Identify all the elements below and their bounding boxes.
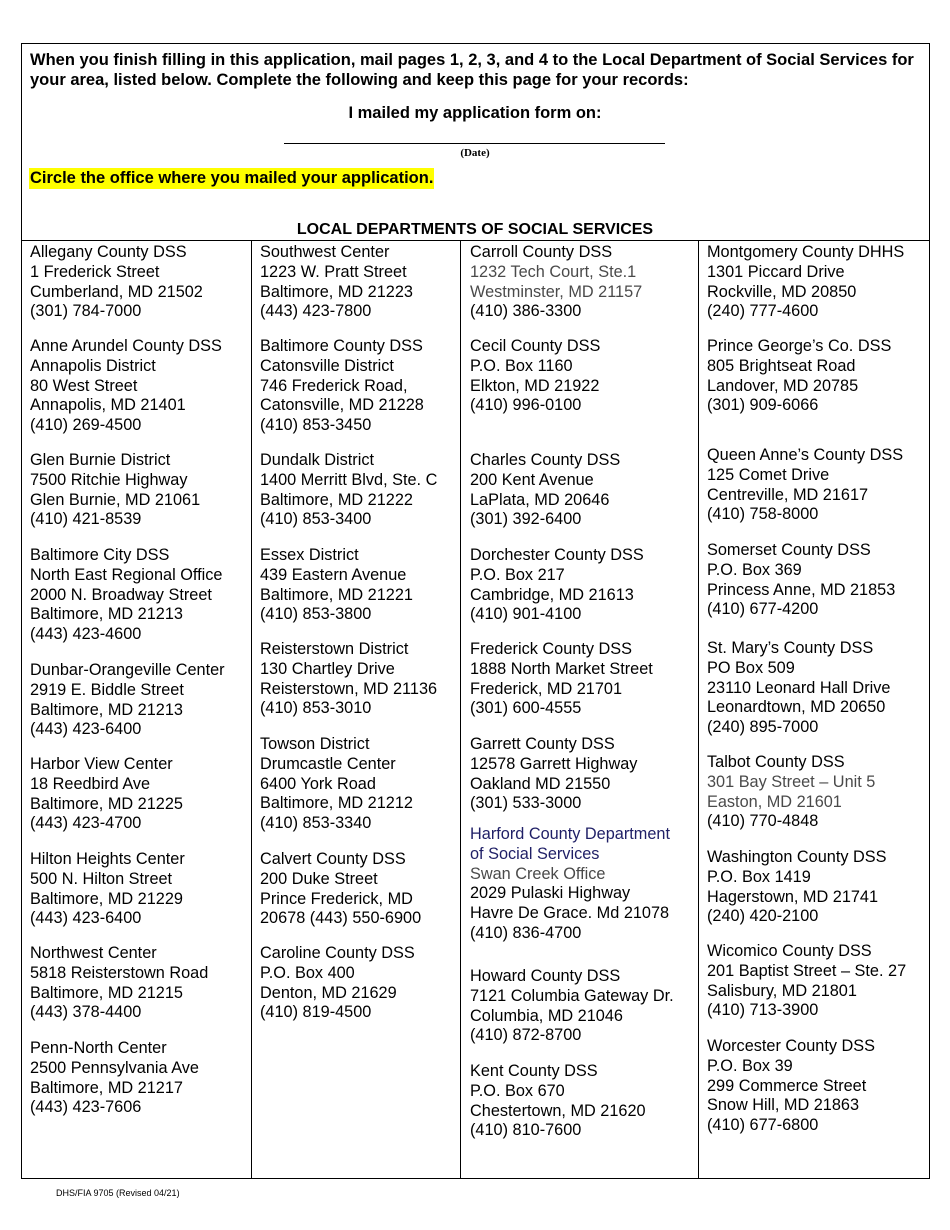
office-entry[interactable] (260, 735, 413, 834)
office-address-line: 1400 Merritt Blvd, Ste. C (260, 470, 438, 489)
office-name: Somerset County DSS (707, 541, 871, 559)
office-entry[interactable] (707, 848, 886, 927)
circle-office-instruction: Circle the office where you mailed your application. (30, 169, 434, 187)
office-entry[interactable] (30, 337, 222, 436)
office-address-line: (443) 423-4700 (30, 814, 142, 833)
office-entry[interactable] (707, 337, 891, 416)
office-address-line: PO Box 509 (707, 658, 795, 677)
office-address-line: P.O. Box 400 (260, 963, 355, 982)
office-address-line: Catonsville District (260, 356, 394, 375)
office-address-line: (301) 392-6400 (470, 510, 582, 529)
office-entry[interactable] (707, 1037, 875, 1136)
office-name: Glen Burnie District (30, 451, 171, 469)
office-entry[interactable] (260, 243, 413, 322)
office-address-line: 2029 Pulaski Highway (470, 884, 631, 903)
office-entry[interactable] (707, 446, 903, 525)
office-entry[interactable] (260, 850, 421, 929)
office-address-line: 5818 Reisterstown Road (30, 963, 209, 982)
office-name: Dunbar-Orangeville Center (30, 661, 225, 679)
office-address-line: Hagerstown, MD 21741 (707, 887, 879, 906)
office-address-line: Oakland MD 21550 (470, 774, 611, 793)
office-address-line: Baltimore, MD 21223 (260, 282, 413, 301)
office-address-line: Leonardtown, MD 20650 (707, 698, 886, 717)
office-name: Southwest Center (260, 243, 390, 261)
office-address-line: 201 Baptist Street – Ste. 27 (707, 961, 907, 980)
office-address-line: 439 Eastern Avenue (260, 565, 407, 584)
office-address-line: Baltimore, MD 21221 (260, 585, 413, 604)
office-name: Caroline County DSS (260, 944, 415, 962)
office-address-line: (301) 600-4555 (470, 699, 582, 718)
office-entry[interactable] (30, 944, 208, 1023)
office-address-line: Landover, MD 20785 (707, 376, 859, 395)
office-address-line: (443) 423-4600 (30, 625, 142, 644)
table-top-border (21, 240, 930, 241)
office-address-line: P.O. Box 217 (470, 565, 565, 584)
office-address-line: Easton, MD 21601 (707, 792, 842, 811)
office-address-line: P.O. Box 1160 (470, 356, 573, 375)
office-address-line: P.O. Box 39 (707, 1056, 793, 1075)
office-address-line: Drumcastle Center (260, 754, 396, 773)
office-address-line: Annapolis, MD 21401 (30, 396, 186, 415)
office-address-line: 746 Frederick Road, (260, 376, 408, 395)
office-address-line: 2919 E. Biddle Street (30, 680, 184, 699)
office-address-line: (240) 777-4600 (707, 302, 819, 321)
office-name: Dundalk District (260, 451, 375, 469)
office-address-line: Cambridge, MD 21613 (470, 585, 634, 604)
office-name: Washington County DSS (707, 848, 887, 866)
office-address-line: of Social Services (470, 844, 600, 863)
office-address-line: Snow Hill, MD 21863 (707, 1096, 860, 1115)
office-address-line: Catonsville, MD 21228 (260, 396, 424, 415)
office-name: Garrett County DSS (470, 735, 615, 753)
office-address-line: (410) 996-0100 (470, 396, 582, 415)
office-address-line: Prince Frederick, MD (260, 889, 413, 908)
office-address-line: Elkton, MD 21922 (470, 376, 600, 395)
office-address-line: Salisbury, MD 21801 (707, 981, 857, 1000)
office-name: Harbor View Center (30, 755, 173, 773)
office-address-line: 125 Comet Drive (707, 465, 830, 484)
office-address-line: 1223 W. Pratt Street (260, 262, 407, 281)
office-address-line: Frederick, MD 21701 (470, 679, 623, 698)
office-name: Frederick County DSS (470, 640, 632, 658)
office-name: Essex District (260, 546, 359, 564)
office-address-line: (410) 677-4200 (707, 600, 819, 619)
office-address-line: Havre De Grace. Md 21078 (470, 904, 670, 923)
office-address-line: Denton, MD 21629 (260, 983, 397, 1002)
section-heading: LOCAL DEPARTMENTS OF SOCIAL SERVICES (296, 221, 654, 238)
office-address-line: P.O. Box 670 (470, 1081, 565, 1100)
office-address-line: P.O. Box 369 (707, 560, 802, 579)
office-entry[interactable] (30, 243, 203, 322)
office-address-line: Rockville, MD 20850 (707, 282, 857, 301)
office-name: Charles County DSS (470, 451, 621, 469)
office-name: Montgomery County DHHS (707, 243, 905, 261)
office-address-line: Baltimore, MD 21229 (30, 889, 183, 908)
office-address-line: LaPlata, MD 20646 (470, 490, 610, 509)
office-name: Dorchester County DSS (470, 546, 644, 564)
office-entry[interactable] (707, 942, 906, 1021)
office-address-line: Baltimore, MD 21212 (260, 794, 413, 813)
office-name: Northwest Center (30, 944, 157, 962)
office-name: Hilton Heights Center (30, 850, 185, 868)
office-name: Worcester County DSS (707, 1037, 875, 1055)
intro-instructions: When you finish filling in this application, mail pages 1, 2, 3, and 4 to the Local Department of Social Services for your area, listed below. Complete the following and keep this page for your records: (30, 51, 914, 89)
office-entry[interactable] (260, 640, 437, 719)
office-address-line: (410) 770-4848 (707, 812, 819, 831)
office-address-line: Princess Anne, MD 21853 (707, 580, 896, 599)
office-name: Allegany County DSS (30, 243, 187, 261)
office-entry[interactable] (30, 1039, 199, 1118)
office-address-line: 130 Chartley Drive (260, 659, 395, 678)
office-address-line: 12578 Garrett Highway (470, 754, 638, 773)
office-address-line: (410) 269-4500 (30, 416, 142, 435)
office-entry[interactable] (470, 735, 637, 814)
date-signature-line[interactable] (284, 143, 665, 144)
office-name: Anne Arundel County DSS (30, 337, 222, 355)
office-address-line: 80 West Street (30, 376, 138, 395)
office-name: Calvert County DSS (260, 850, 406, 868)
office-entry[interactable] (260, 451, 437, 530)
office-address-line: (301) 533-3000 (470, 794, 582, 813)
office-address-line: Baltimore, MD 21225 (30, 794, 183, 813)
office-address-line: 23110 Leonard Hall Drive (707, 678, 891, 697)
office-name: Baltimore County DSS (260, 337, 423, 355)
office-address-line: (410) 677-6800 (707, 1116, 819, 1135)
office-entry[interactable] (470, 337, 600, 416)
office-entry[interactable] (470, 243, 642, 322)
office-address-line: Chestertown, MD 21620 (470, 1101, 646, 1120)
office-entry[interactable] (707, 639, 890, 738)
office-address-line: (410) 810-7600 (470, 1121, 582, 1140)
office-address-line: P.O. Box 1419 (707, 867, 811, 886)
office-address-line: 1301 Piccard Drive (707, 262, 845, 281)
office-entry[interactable] (470, 1062, 646, 1141)
office-name: St. Mary’s County DSS (707, 639, 874, 657)
office-address-line: 200 Duke Street (260, 869, 378, 888)
office-name: Cecil County DSS (470, 337, 601, 355)
office-entry[interactable] (470, 967, 674, 1046)
office-entry[interactable] (30, 755, 183, 834)
office-address-line: (410) 836-4700 (470, 923, 582, 942)
column-divider (460, 240, 461, 1179)
office-address-line: (410) 853-3010 (260, 699, 372, 718)
office-address-line: Reisterstown, MD 21136 (260, 679, 438, 698)
office-address-line: 2000 N. Broadway Street (30, 585, 212, 604)
office-entry[interactable] (707, 243, 904, 322)
office-name: Reisterstown District (260, 640, 409, 658)
office-address-line: Baltimore, MD 21217 (30, 1078, 183, 1097)
column-divider (251, 240, 252, 1179)
office-address-line: (410) 819-4500 (260, 1003, 372, 1022)
office-address-line: (410) 901-4100 (470, 605, 582, 624)
office-entry[interactable] (30, 850, 185, 929)
office-address-line: (410) 853-3340 (260, 814, 372, 833)
office-address-line: 6400 York Road (260, 774, 376, 793)
office-address-line: (301) 784-7000 (30, 302, 142, 321)
office-address-line: Glen Burnie, MD 21061 (30, 490, 201, 509)
mailed-on-label: I mailed my application form on: (348, 104, 602, 122)
office-address-line: 1232 Tech Court, Ste.1 (470, 262, 637, 281)
form-number: DHS/FIA 9705 (Revised 04/21) (56, 1188, 180, 1198)
office-entry[interactable] (260, 944, 415, 1023)
office-entry[interactable] (260, 546, 413, 625)
office-address-line: 2500 Pennsylvania Ave (30, 1058, 199, 1077)
office-address-line: Cumberland, MD 21502 (30, 282, 203, 301)
office-address-line: (443) 378-4400 (30, 1003, 142, 1022)
office-address-line: (410) 853-3450 (260, 416, 372, 435)
office-name: Howard County DSS (470, 967, 621, 985)
office-address-line: Swan Creek Office (470, 864, 606, 883)
office-address-line: (443) 423-6400 (30, 909, 142, 928)
office-address-line: (443) 423-6400 (30, 720, 142, 739)
office-address-line: Baltimore, MD 21213 (30, 605, 183, 624)
office-address-line: (443) 423-7800 (260, 302, 372, 321)
office-entry[interactable] (470, 825, 670, 944)
office-address-line: (410) 853-3800 (260, 605, 372, 624)
office-address-line: Westminster, MD 21157 (470, 282, 643, 301)
office-address-line: 299 Commerce Street (707, 1076, 867, 1095)
office-address-line: 7500 Ritchie Highway (30, 470, 188, 489)
office-name: Harford County Department (470, 825, 670, 843)
office-entry[interactable] (30, 661, 225, 740)
office-address-line: (410) 421-8539 (30, 510, 142, 529)
office-address-line: 200 Kent Avenue (470, 470, 594, 489)
office-address-line: 18 Reedbird Ave (30, 774, 151, 793)
office-name: Talbot County DSS (707, 753, 845, 771)
office-name: Queen Anne’s County DSS (707, 446, 904, 464)
office-name: Towson District (260, 735, 370, 753)
office-address-line: 20678 (443) 550-6900 (260, 909, 422, 928)
office-address-line: (443) 423-7606 (30, 1098, 142, 1117)
office-name: Baltimore City DSS (30, 546, 170, 564)
office-name: Prince George’s Co. DSS (707, 337, 892, 355)
office-entry[interactable] (470, 640, 653, 719)
office-entry[interactable] (30, 546, 222, 645)
office-address-line: Annapolis District (30, 356, 156, 375)
office-address-line: Baltimore, MD 21215 (30, 983, 183, 1002)
office-name: Penn-North Center (30, 1039, 167, 1057)
office-entry[interactable] (707, 541, 895, 620)
office-address-line: (410) 386-3300 (470, 302, 582, 321)
office-address-line: 500 N. Hilton Street (30, 869, 173, 888)
office-address-line: Columbia, MD 21046 (470, 1006, 623, 1025)
office-address-line: 7121 Columbia Gateway Dr. (470, 986, 674, 1005)
office-entry[interactable] (30, 451, 200, 530)
office-address-line: (301) 909-6066 (707, 396, 819, 415)
office-address-line: 805 Brightseat Road (707, 356, 856, 375)
office-name: Wicomico County DSS (707, 942, 872, 960)
office-address-line: (410) 853-3400 (260, 510, 372, 529)
office-address-line: (240) 895-7000 (707, 718, 819, 737)
office-entry[interactable] (260, 337, 424, 436)
office-entry[interactable] (470, 546, 644, 625)
date-label: (Date) (460, 147, 490, 159)
office-address-line: (240) 420-2100 (707, 907, 819, 926)
office-address-line: Baltimore, MD 21213 (30, 700, 183, 719)
column-divider (698, 240, 699, 1179)
office-address-line: (410) 713-3900 (707, 1001, 819, 1020)
office-address-line: 301 Bay Street – Unit 5 (707, 772, 876, 791)
office-name: Kent County DSS (470, 1062, 598, 1080)
office-entry[interactable] (470, 451, 620, 530)
office-address-line: North East Regional Office (30, 565, 223, 584)
office-address-line: 1 Frederick Street (30, 262, 160, 281)
office-address-line: (410) 872-8700 (470, 1026, 582, 1045)
office-entry[interactable] (707, 753, 875, 832)
office-address-line: (410) 758-8000 (707, 505, 819, 524)
office-address-line: 1888 North Market Street (470, 659, 653, 678)
office-address-line: Baltimore, MD 21222 (260, 490, 413, 509)
office-address-line: Centreville, MD 21617 (707, 485, 869, 504)
office-name: Carroll County DSS (470, 243, 613, 261)
